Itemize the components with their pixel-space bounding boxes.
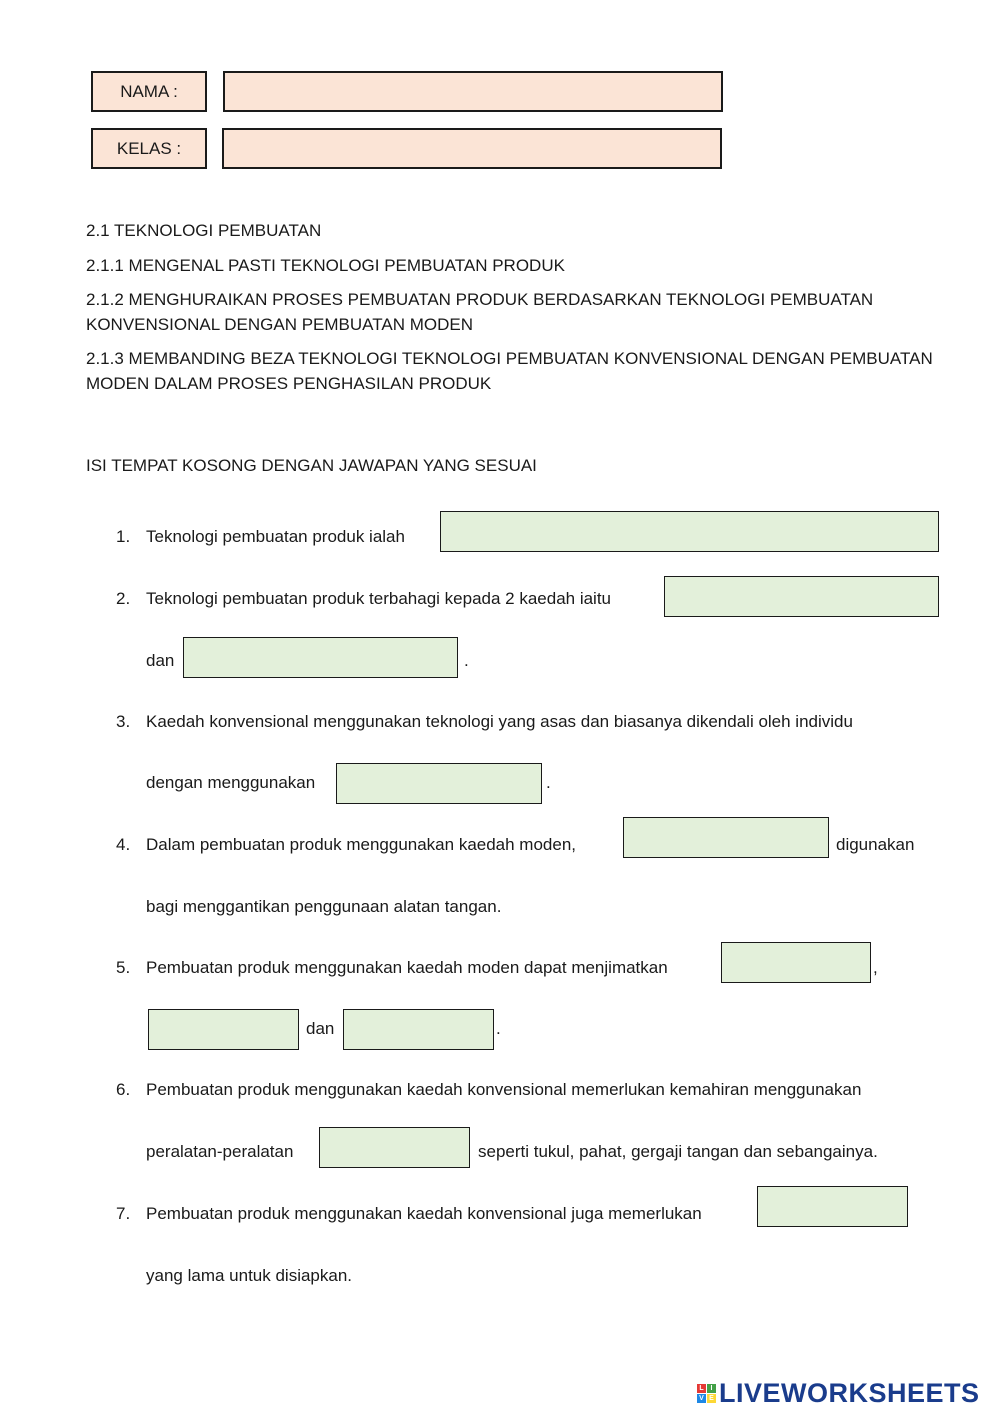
q3-text: Kaedah konvensional menggunakan teknologi yang asas dan biasanya dikendali oleh individu — [146, 712, 853, 731]
q5-answer-field-3[interactable] — [343, 1009, 494, 1050]
logo-icon-v: V — [697, 1394, 706, 1403]
q4-after: digunakan — [836, 835, 915, 854]
heading-2-1-3: 2.1.3 MEMBANDING BEZA TEKNOLOGI TEKNOLOGI PEMBUATAN KONVENSIONAL DENGAN PEMBUATAN — [86, 349, 933, 368]
q2-and: dan — [146, 651, 175, 670]
class-input[interactable] — [222, 128, 722, 169]
q7-answer-field[interactable] — [757, 1186, 908, 1227]
q3-line2: dengan menggunakan — [146, 773, 316, 792]
liveworksheets-logo-icon — [697, 1384, 716, 1403]
q5-comma: , — [873, 958, 878, 977]
q1-number: 1. — [116, 527, 131, 546]
q5-period: . — [496, 1019, 501, 1038]
q4-number: 4. — [116, 835, 131, 854]
name-label — [91, 71, 207, 112]
logo-icon-i: I — [707, 1384, 716, 1393]
class-label-text: KELAS : — [116, 138, 182, 158]
q5-answer-field-1[interactable] — [721, 942, 871, 983]
q7-number: 7. — [116, 1204, 131, 1223]
q2-answer-field-2[interactable] — [183, 637, 458, 678]
q6-text: Pembuatan produk menggunakan kaedah konvensional memerlukan kemahiran menggunakan — [146, 1080, 862, 1099]
q4-line2: bagi menggantikan penggunaan alatan tangan. — [146, 897, 502, 916]
q2-period: . — [464, 651, 469, 670]
liveworksheets-logo — [697, 1378, 980, 1409]
q3-number: 3. — [116, 712, 131, 731]
q1-answer-field[interactable] — [440, 511, 939, 552]
q2-answer-field-1[interactable] — [664, 576, 939, 617]
name-input[interactable] — [223, 71, 723, 112]
q1-text: Teknologi pembuatan produk ialah — [146, 527, 405, 546]
class-label — [91, 128, 207, 169]
q5-number: 5. — [116, 958, 131, 977]
q5-and: dan — [306, 1019, 335, 1038]
heading-2-1-3-cont: MODEN DALAM PROSES PENGHASILAN PRODUK — [86, 374, 492, 393]
q6-number: 6. — [116, 1080, 131, 1099]
name-label-text: NAMA : — [120, 81, 178, 101]
logo-icon-e: E — [707, 1394, 716, 1403]
logo-icon-l: L — [697, 1384, 706, 1393]
q4-text: Dalam pembuatan produk menggunakan kaedah moden, — [146, 835, 577, 854]
q5-text: Pembuatan produk menggunakan kaedah moden dapat menjimatkan — [146, 958, 668, 977]
q4-answer-field[interactable] — [623, 817, 829, 858]
q6-after: seperti tukul, pahat, gergaji tangan dan sebangainya. — [478, 1142, 878, 1161]
q3-answer-field[interactable] — [336, 763, 542, 804]
heading-2-1-2-cont: KONVENSIONAL DENGAN PEMBUATAN MODEN — [86, 315, 473, 334]
heading-2-1-2: 2.1.2 MENGHURAIKAN PROSES PEMBUATAN PRODUK BERDASARKAN TEKNOLOGI PEMBUATAN — [86, 290, 874, 309]
q7-line2: yang lama untuk disiapkan. — [146, 1266, 353, 1285]
q3-period: . — [546, 773, 551, 792]
q5-answer-field-2[interactable] — [148, 1009, 299, 1050]
q6-answer-field[interactable] — [319, 1127, 470, 1168]
q7-text: Pembuatan produk menggunakan kaedah konvensional juga memerlukan — [146, 1204, 702, 1223]
q2-text: Teknologi pembuatan produk terbahagi kepada 2 kaedah iaitu — [146, 589, 612, 608]
heading-2-1: 2.1 TEKNOLOGI PEMBUATAN — [86, 221, 322, 240]
q2-number: 2. — [116, 589, 131, 608]
q6-line2: peralatan-peralatan — [146, 1142, 294, 1161]
heading-2-1-1: 2.1.1 MENGENAL PASTI TEKNOLOGI PEMBUATAN PRODUK — [86, 256, 565, 275]
liveworksheets-logo-text: LIVEWORKSHEETS — [719, 1378, 980, 1408]
instruction: ISI TEMPAT KOSONG DENGAN JAWAPAN YANG SESUAI — [86, 456, 537, 475]
